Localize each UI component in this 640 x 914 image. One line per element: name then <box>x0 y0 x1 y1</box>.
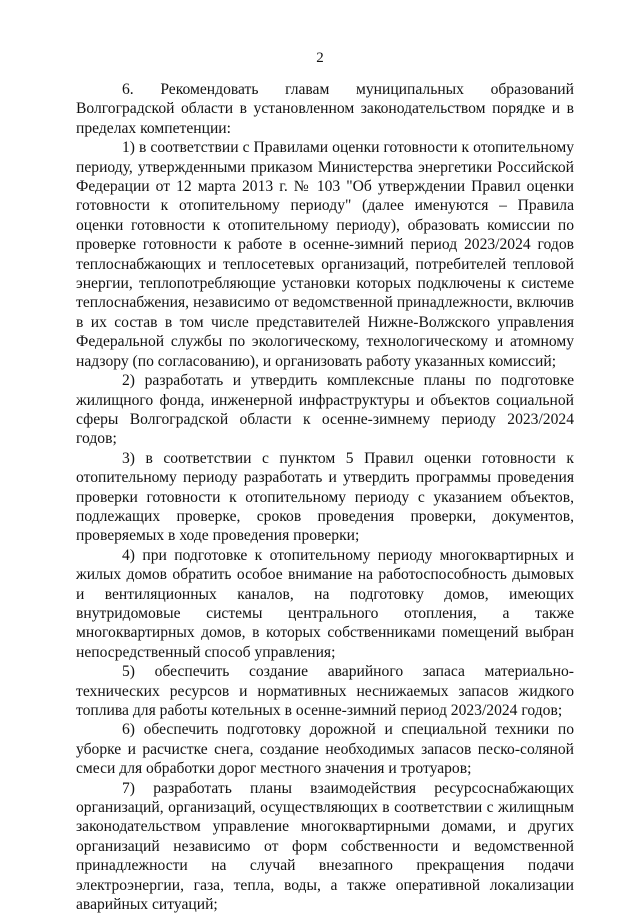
paragraph-item-5: 5) обеспечить создание аварийного запаса материально-технических ресурсов и нормативных неснижаемых запасов жидкого топлива для работы котельных в осенне-зимний период 2023/2024 годов; <box>76 663 574 719</box>
document-body <box>76 80 574 914</box>
paragraph-item-7: 7) разработать планы взаимодействия ресурсоснабжающих организаций, организаций, осуществляющих в соответствии с жилищным законодательством управление многоквартирными домами, и других организаций независимо от форм собственности и ведомственной принадлежности на случай внезапного прекращения подачи электроэнергии, газа, тепла, воды, а также оперативной локализации аварийных ситуаций; <box>76 779 574 914</box>
paragraph-item-2: 2) разработать и утвердить комплексные планы по подготовке жилищного фонда, инженерной инфраструктуры и объектов социальной сферы Волгоградской области к осенне-зимнему периоду 2023/2024 годов; <box>76 372 574 448</box>
paragraph-item-6: 6) обеспечить подготовку дорожной и специальной техники по уборке и расчистке снега, создание необходимых запасов песко-соляной смеси для обработки дорог местного значения и тротуаров; <box>76 721 574 778</box>
page-number: 2 <box>316 50 324 66</box>
paragraph-item-4: 4) при подготовке к отопительному периоду многоквартирных и жилых домов обратить особое внимание на работоспособность дымовых и вентиляционных каналов, на подготовку домов, имеющих внутридомовые системы центрального отопления, а также многоквартирных домов, в которых собственниками помещений выбран непосредственный способ управления; <box>76 546 574 661</box>
paragraph-6-intro: 6. Рекомендовать главам муниципальных образований Волгоградской области в установленном законодательством порядке и в пределах компетенции: <box>76 81 574 137</box>
paragraph-item-1: 1) в соответствии с Правилами оценки готовности к отопительному периоду, утвержденными приказом Министерства энергетики Российской Федерации от 12 марта 2013 г. № 103 "Об утверждении Правил оценки готовности к отопительному периоду" (далее именуются – Правила оценки готовности к отопительному периоду), образовать комиссии по проверке готовности к работе в осенне-зимний период 2023/2024 годов теплоснабжающих и теплосетевых организаций, потребителей тепловой энергии, теплопотребляющие установки которых подключены к системе теплоснабжения, независимо от ведомственной принадлежности, включив в их состав в том числе представителей Нижне-Волжского управления Федеральной службы по экологическому, технологическому и атомному надзору (по согласованию), и организовать работу указанных комиссий; <box>76 139 574 370</box>
paragraph-item-3: 3) в соответствии с пунктом 5 Правил оценки готовности к отопительному периоду разработать и утвердить программы проведения проверки готовности к отопительному периоду с указанием объектов, подлежащих проверке, сроков проведения проверки, документов, проверяемых в ходе проведения проверки; <box>76 449 574 545</box>
